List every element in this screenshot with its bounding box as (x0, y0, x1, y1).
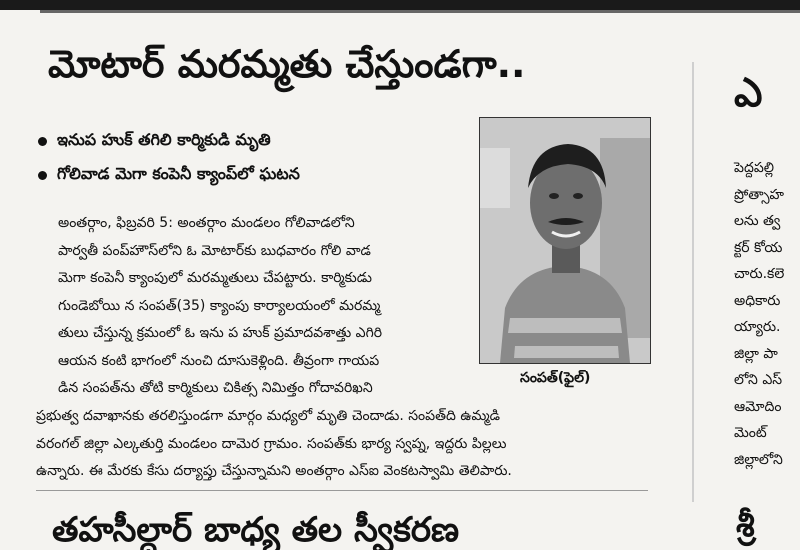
bullet-text: గోలివాడ మెగా కంపెనీ క్యాంప్‌లో ఘటన (57, 163, 300, 183)
right-line: క్టర్ కోయ (734, 239, 783, 256)
right-column-text (734, 155, 784, 473)
body-line: ఆయన కంటి భాగంలో నుంచి దూసుకెళ్లింది. తీవ్రంగా గాయప (58, 352, 380, 369)
article-bullets (38, 124, 468, 192)
body-line: ఉన్నారు. ఈ మేరకు కేసు దర్యాప్తు చేస్తున్నామని అంతర్గాం ఎస్ఐ వెంకటస్వామి తెలిపారు. (36, 463, 512, 479)
right-line: ఆమోదిం (734, 398, 782, 415)
right-column (712, 0, 800, 548)
article-body (58, 210, 658, 403)
right-line: య్యారు. (734, 319, 781, 335)
right-line: ప్రోత్సాహ (734, 186, 784, 203)
right-column-headline: ఎ (734, 70, 763, 116)
body-line: డిన సంపత్‌ను తోటి కార్మికులు చికిత్స నిమిత్తం గోదావరిఖని (58, 380, 373, 396)
bullet-item (38, 124, 468, 158)
body-line: గుండెబోయి న సంపత్(35) క్యాంపు కార్యాలయంలో మరమ్మ (58, 297, 381, 314)
body-line: ప్రభుత్వ దవాఖానకు తరలిస్తుండగా మార్గం మధ్యలో మృతి చెందాడు. సంపత్‌ది ఉమ్మడి (36, 408, 500, 424)
article-divider (36, 490, 648, 491)
page-top-bar (0, 0, 800, 10)
next-article-headline: తహసీల్దార్ బాధ్య తల స్వీకరణ (52, 510, 460, 550)
right-line: లోని ఎస్ (734, 372, 783, 388)
body-line: వరంగల్ జిల్లా ఎల్కతుర్తి మండలం దామెర గ్రామం. సంపత్‌కు భార్య స్వప్న, ఇద్దరు పిల్లలు (36, 435, 507, 452)
right-column-bottom-headline: శ్రీ (736, 505, 755, 545)
right-line: పెద్దపల్లి (734, 160, 775, 176)
column-divider (692, 62, 694, 502)
body-line: అంతర్గాం, ఫిబ్రవరి 5: అంతర్గాం మండలం గోలివాడలోని (58, 215, 355, 231)
bullet-dot-icon (38, 137, 47, 146)
right-line: అధికారు (734, 292, 781, 309)
article-body-wide (36, 403, 636, 486)
right-line: మెంట్ (734, 425, 767, 441)
right-line: లను త్వ (734, 213, 781, 229)
body-line: పార్వతీ పంప్‌హౌస్‌లోని ఓ మోటార్‌కు బుధవారం గోలి వాడ (58, 242, 371, 259)
top-photo-strip (40, 10, 800, 13)
right-line: జిల్లా పా (734, 345, 778, 362)
article-headline: మోటార్ మరమ్మతు చేస్తుండగా.. (48, 42, 526, 86)
bullet-item (38, 158, 468, 192)
body-line: మెగా కంపెనీ క్యాంపులో మరమ్మతులు చేపట్టారు. కార్మికుడు (58, 270, 372, 286)
right-line: జిల్లాలోని (734, 451, 783, 468)
bullet-dot-icon (38, 171, 47, 180)
right-line: చారు.కలె (734, 266, 785, 282)
photo-caption: సంపత్(ఫైల్) (520, 370, 591, 386)
bullet-text: ఇనుప హుక్ తగిలి కార్మికుడి మృతి (57, 129, 271, 149)
body-line: తులు చేస్తున్న క్రమంలో ఓ ఇను ప హుక్ ప్రమాదవశాత్తు ఎగిరి (58, 325, 383, 341)
